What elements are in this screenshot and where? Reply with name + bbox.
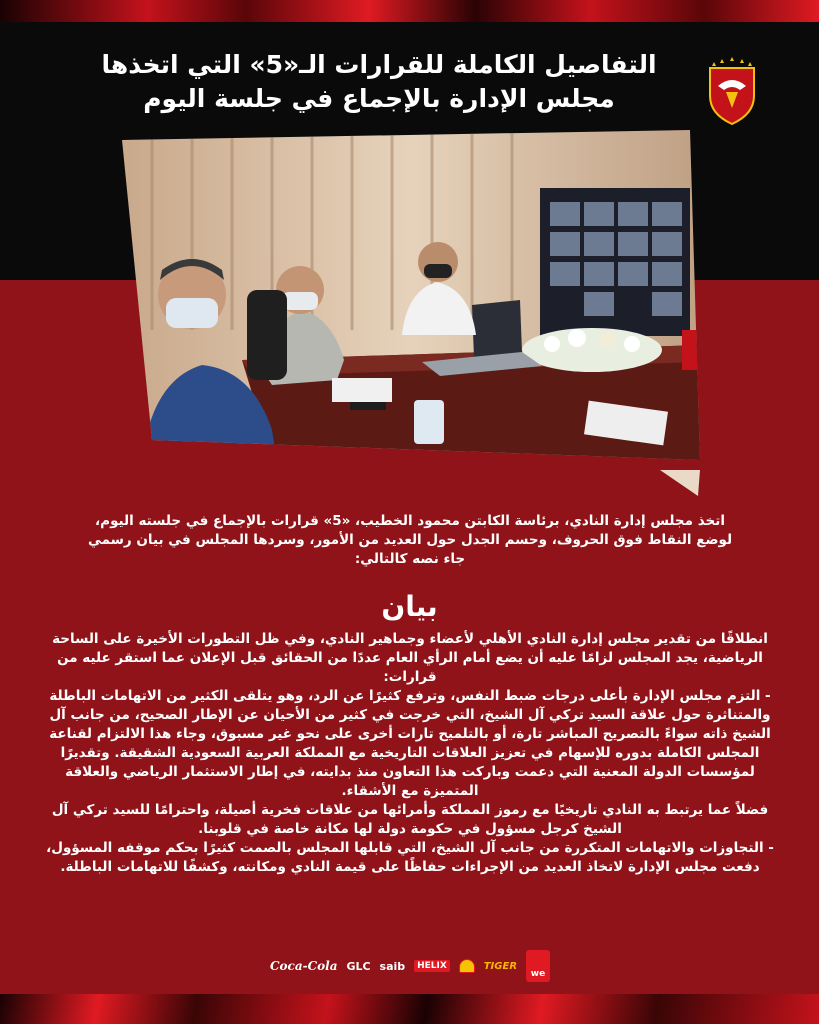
headline-line-1: التفاصيل الكاملة للقرارات الـ«5» التي اتخذها [101, 50, 657, 79]
statement-paragraph-4: - التجاوزات والاتهامات المتكررة من جانب آل الشيخ، التي قابلها المجلس بالصمت كثيرًا بحكم موقفه المسؤول، دفعت مجلس الإدارة لاتخاذ العديد من الإجراءات حفاظًا على قيمة النادي ومكانته، وكشفًا للاتهامات الباطلة. [46, 840, 774, 875]
tiger-logo: TIGER [483, 960, 518, 972]
club-crest-icon [704, 56, 760, 128]
page-title [99, 48, 659, 116]
statement-heading: بيان [381, 590, 438, 623]
shell-icon [459, 959, 475, 973]
bottom-decorative-strip [0, 994, 819, 1024]
statement-body [40, 630, 780, 877]
glc-logo: GLC [346, 959, 371, 973]
intro-paragraph: اتخذ مجلس إدارة النادي، برئاسة الكابتن محمود الخطيب، «5» قرارات بالإجماع في جلسته اليوم، لوضع النقاط فوق الحروف، وحسم الجدل حول العديد من الأمور، وسردها المجلس في بيان رسمي جاء نصه كالتالي: [87, 513, 733, 567]
top-decorative-strip [0, 0, 819, 22]
coca-cola-logo: Coca-Cola [270, 959, 338, 973]
headline-line-2: مجلس الإدارة بالإجماع في جلسة اليوم [143, 84, 615, 113]
saib-logo: saib [379, 959, 406, 973]
sponsors-row [270, 948, 550, 984]
shell-helix-logo: HELIX [414, 960, 450, 972]
meeting-photo [122, 130, 700, 492]
statement-paragraph-1: انطلاقًا من تقدير مجلس إدارة النادي الأهلي لأعضاء وجماهير النادي، وفي ظل التطورات الأخيرة على الساحة الرياضية، يجد المجلس لزامًا عليه أن يضع أمام الرأي العام عددًا من الحقائق قبل الإعلان عما استقر عليه من قرارات: [52, 631, 768, 685]
statement-paragraph-2: - التزم مجلس الإدارة بأعلى درجات ضبط النفس، وترفع كثيرًا عن الرد، وهو يتلقى الكثير من الاتهامات الباطلة والمتناثرة حول علاقة السيد تركي آل الشيخ، التي خرجت في كثير من الأحيان عن الإطار الصحيح، من جانب آل الشيخ ذاته سواءً بالتصريح المباشر تارة، أو بالتلميح تارات أخرى على نحو غير مسبوق، وجاء هذا الالتزام لقناعة المجلس الكاملة بدوره للإسهام في تعزيز العلاقات التاريخية مع المملكة العربية السعودية الشقيقة. وتقديرًا لمؤسسات الدولة المعنية التي دعمت وباركت هذا التعاون منذ بدايته، في إطار الاستثمار الرياضي والعلاقة المتميزة مع الأشقاء. [49, 688, 771, 799]
statement-paragraph-3: فضلاً عما يرتبط به النادي تاريخيًا مع رموز المملكة وأمرائها من علاقات فخرية أصيلة، واحترامًا للسيد تركي آل الشيخ كرجل مسؤول في حكومة دولة لها مكانة خاصة في قلوبنا. [51, 802, 769, 837]
speech-bubble-tail-icon [660, 470, 700, 496]
we-logo: we [526, 950, 550, 982]
